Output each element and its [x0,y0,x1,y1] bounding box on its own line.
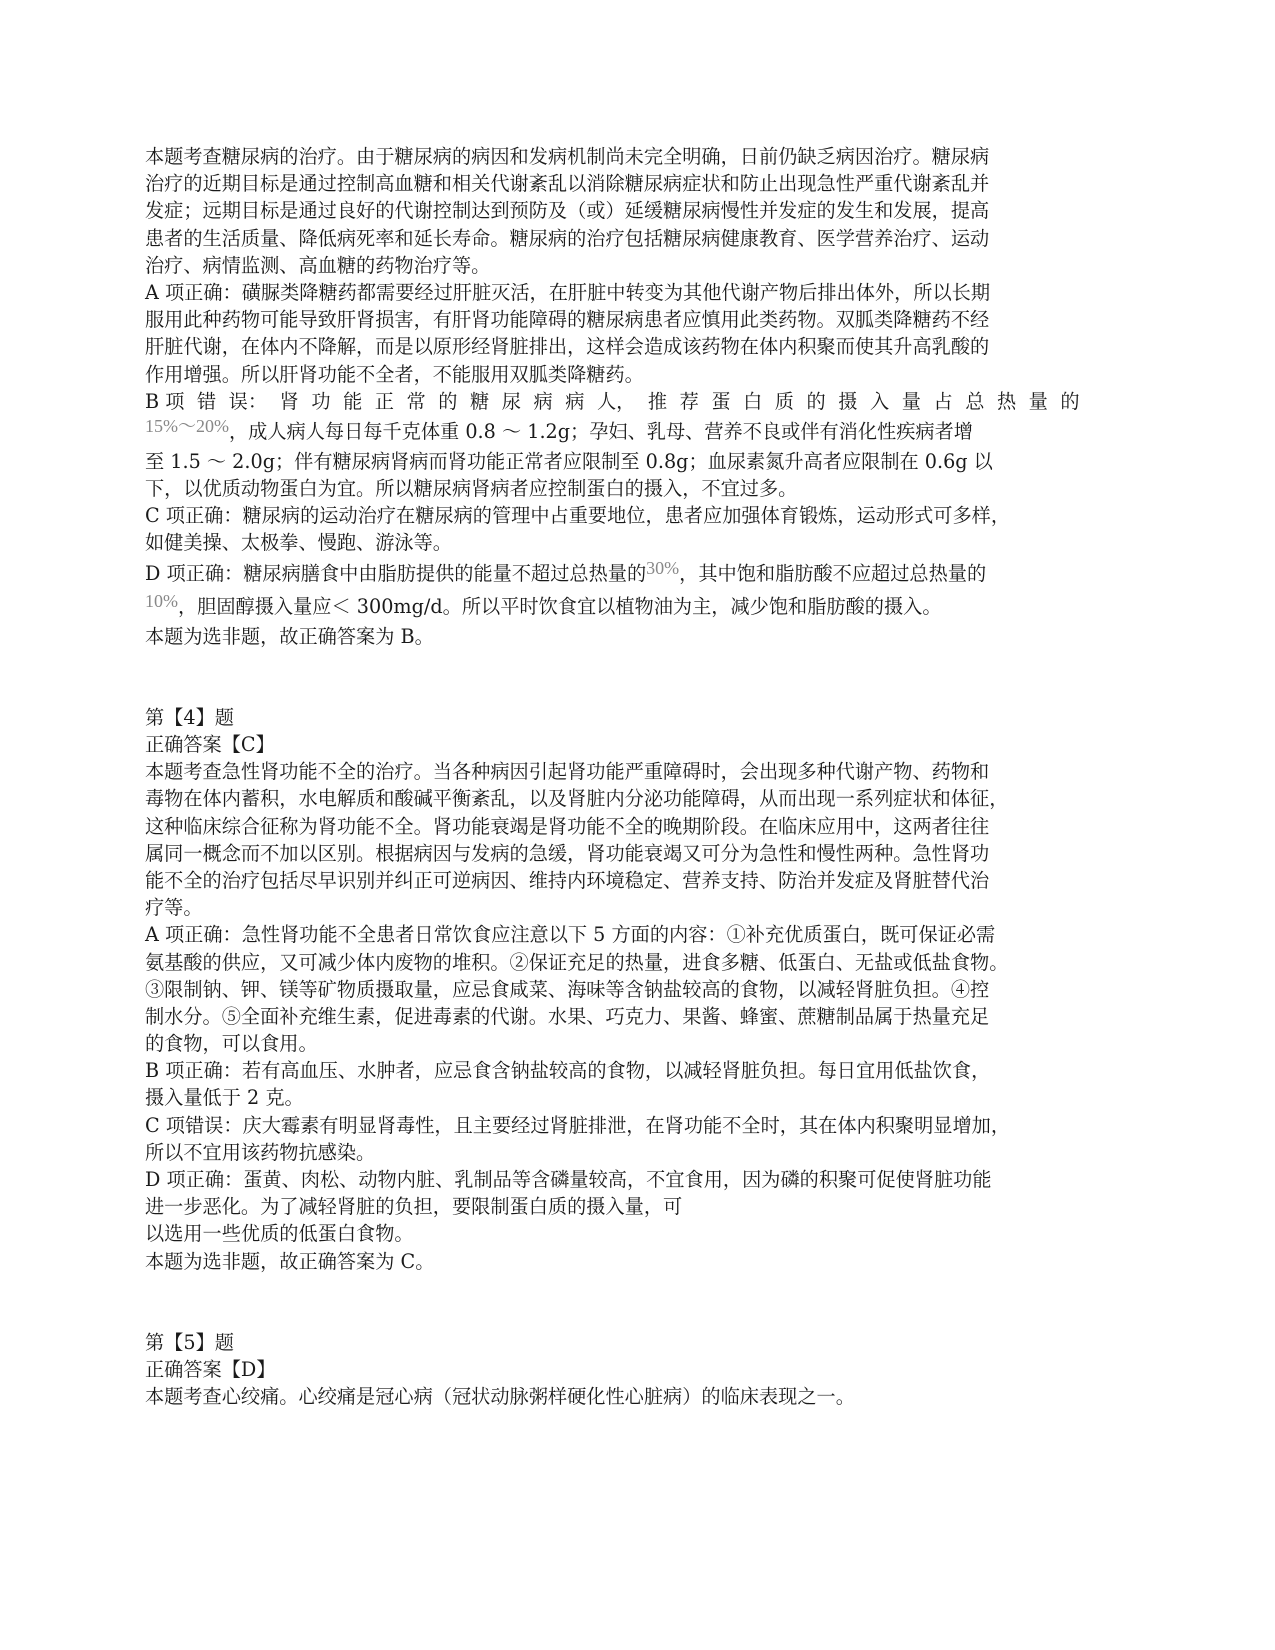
text-line: ③限制钠、钾、镁等矿物质摄取量，应忌食咸菜、海味等含钠盐较高的食物，以减轻肾脏负担。④控 [145,977,990,1001]
text-line: 能不全的治疗包括尽早识别并纠正可逆病因、维持内环境稳定、营养支持、防治并发症及肾脏替代治 [145,868,990,892]
char: 病 [565,389,585,413]
text-line: 本题考查急性肾功能不全的治疗。当各种病因引起肾功能严重障碍时，会出现多种代谢产物、药物和 [145,760,990,784]
q4-intro [145,758,1080,921]
char: 糖 [470,389,490,413]
char: B 项 [145,389,185,413]
text-line: 进一步恶化。为了减轻肾脏的负担，要限制蛋白质的摄入量，可 [145,1195,683,1219]
char: 正 [374,389,394,413]
text-line: 本题考查心绞痛。心绞痛是冠心病（冠状动脉粥样硬化性心脏病）的临床表现之一。 [145,1385,855,1409]
text-line: 的食物，可以食用。 [145,1032,318,1056]
text-span: ，其中饱和脂肪酸不应超过总热量的 [679,561,987,585]
text-line: B 项正确：若有高血压、水肿者，应忌食含钠盐较高的食物，以减轻肾脏负担。每日宜用低盐饮食， [145,1059,991,1083]
char: 摄 [838,389,858,413]
text-line: A 项正确：急性肾功能不全患者日常饮食应注意以下 5 方面的内容：①补充优质蛋白，既可保证必需 [145,923,996,947]
text-span: D 项正确：糖尿病膳食中由脂肪提供的能量不超过总热量的 [145,561,647,585]
char: 占 [933,389,953,413]
char: 常 [406,389,426,413]
text-line [145,557,1080,590]
char: 误： [228,389,268,413]
text-line: 摄入量低于 2 克。 [145,1086,304,1110]
document-page [145,143,1080,1410]
q4-option-c [145,1112,1080,1166]
text-line: 治疗、病情监测、高血糖的药物治疗等。 [145,253,491,277]
text-line: 治疗的近期目标是通过控制高血糖和相关代谢紊乱以消除糖尿病症状和防止出现急性严重代谢紊乱并 [145,172,990,196]
q3-option-b [145,388,1080,503]
char: 人， [596,389,636,413]
text-line: 如健美操、太极拳、慢跑、游泳等。 [145,531,452,555]
text-line: 至 1.5 ～ 2.0g；伴有糖尿病肾病而肾功能正常者应限制至 0.8g；血尿素氮升高者应限制在 0.6g 以 [145,449,993,473]
char: 入 [870,389,890,413]
char: 蛋 [711,389,731,413]
char: 功 [311,389,331,413]
char: 热 [996,389,1017,413]
q3-option-d [145,557,1080,623]
char: 总 [965,389,985,413]
text-line: 服用此种药物可能导致肝肾损害，有肝肾功能障碍的糖尿病患者应慎用此类药物。双胍类降糖药不经 [145,308,990,332]
correct-answer: 正确答案【C】 [145,733,275,756]
char: 能 [343,389,363,413]
q3-conclusion: 本题为选非题，故正确答案为 B。 [145,624,434,648]
percent-range: 15%～20% [145,415,229,436]
question-title: 第【5】题 [145,1330,234,1354]
text-line: 所以不宜用该药物抗感染。 [145,1140,376,1164]
text-line: 这种临床综合征称为肾功能不全。肾功能衰竭是肾功能不全的晚期阶段。在临床应用中，这两者往往 [145,814,990,838]
correct-answer: 正确答案【D】 [145,1357,276,1381]
char: 量 [1028,389,1048,413]
char: 病 [533,389,553,413]
text-span: ，成人病人每日每千克体重 0.8 ～ 1.2g；孕妇、乳母、营养不良或伴有消化性疾病者增 [229,419,973,443]
text-line: D 项正确：蛋黄、肉松、动物内脏、乳制品等含磷量较高，不宜食用，因为磷的积聚可促使肾脏功能 [145,1168,992,1191]
text-line: 属同一概念而不加以区别。根据病因与发病的急缓，肾功能衰竭又可分为急性和慢性两种。急性肾功 [145,841,990,865]
text-line: 下，以优质动物蛋白为宜。所以糖尿病肾病者应控制蛋白的摄入，不宜过多。 [145,477,798,501]
text-line: 制水分。⑤全面补充维生素，促进毒素的代谢。水果、巧克力、果酱、蜂蜜、蔗糖制品属于热量充足 [145,1004,990,1028]
q3-option-a [145,279,1080,388]
section-gap [145,650,1080,704]
char: 的 [438,389,458,413]
percent-value: 10% [145,590,178,611]
question-title: 第【4】题 [145,705,234,729]
text-line: A 项正确：磺脲类降糖药都需要经过肝脏灭活，在肝脏中转变为其他代谢产物后排出体外，所以长期 [145,280,991,304]
text-line: 毒物在体内蓄积，水电解质和酸碱平衡紊乱，以及肾脏内分泌功能障碍，从而出现一系列症状和体征， [145,787,1009,811]
char: 错 [196,389,217,413]
char: 质 [774,389,794,413]
percent-value: 30% [646,557,680,578]
text-line [145,590,1080,623]
char: 的 [806,389,826,413]
text-span: ，胆固醇摄入量应＜ 300mg/d。所以平时饮食宜以植物油为主，减少饱和脂肪酸的摄入。 [178,594,942,618]
char: 的 [1060,389,1080,413]
text-line: 作用增强。所以肝肾功能不全者，不能服用双胍类降糖药。 [145,362,644,386]
text-line: 发症；远期目标是通过良好的代谢控制达到预防及（或）延缓糖尿病慢性并发症的发生和发展，提高 [145,199,990,223]
q4-option-a [145,921,1080,1057]
text-line: 本题考查糖尿病的治疗。由于糖尿病的病因和发病机制尚未完全明确，日前仍缺乏病因治疗。糖尿病 [145,145,990,168]
q4-conclusion: 本题为选非题，故正确答案为 C。 [145,1249,435,1273]
char: 肾 [279,389,299,413]
char: 白 [743,389,763,413]
text-line: 肝脏代谢，在体内不降解，而是以原形经肾脏排出，这样会造成该药物在体内积聚而使其升高乳酸的 [145,335,990,359]
text-line: C 项错误：庆大霉素有明显肾毒性，且主要经过肾脏排泄，在肾功能不全时，其在体内积聚明显增加， [145,1113,1011,1137]
q4-option-b [145,1057,1080,1111]
text-line: C 项正确：糖尿病的运动治疗在糖尿病的管理中占重要地位，患者应加强体育锻炼，运动形式可多样， [145,504,1011,528]
section-gap [145,1275,1080,1329]
q3-intro [145,143,1080,279]
char: 推 [647,389,668,413]
char: 尿 [501,389,521,413]
text-line: 以选用一些优质的低蛋白食物。 [145,1222,414,1246]
char: 量 [901,389,921,413]
q4-option-d [145,1166,1080,1248]
text-line: 疗等。 [145,896,203,920]
justified-line [145,388,1080,415]
q3-option-c [145,502,1080,556]
text-line: 患者的生活质量、降低病死率和延长寿命。糖尿病的治疗包括糖尿病健康教育、医学营养治疗、运动 [145,226,990,250]
text-line [145,415,1080,448]
text-line: 氨基酸的供应，又可减少体内废物的堆积。②保证充足的热量，进食多糖、低蛋白、无盐或低盐食物。 [145,950,1009,974]
char: 荐 [679,389,699,413]
